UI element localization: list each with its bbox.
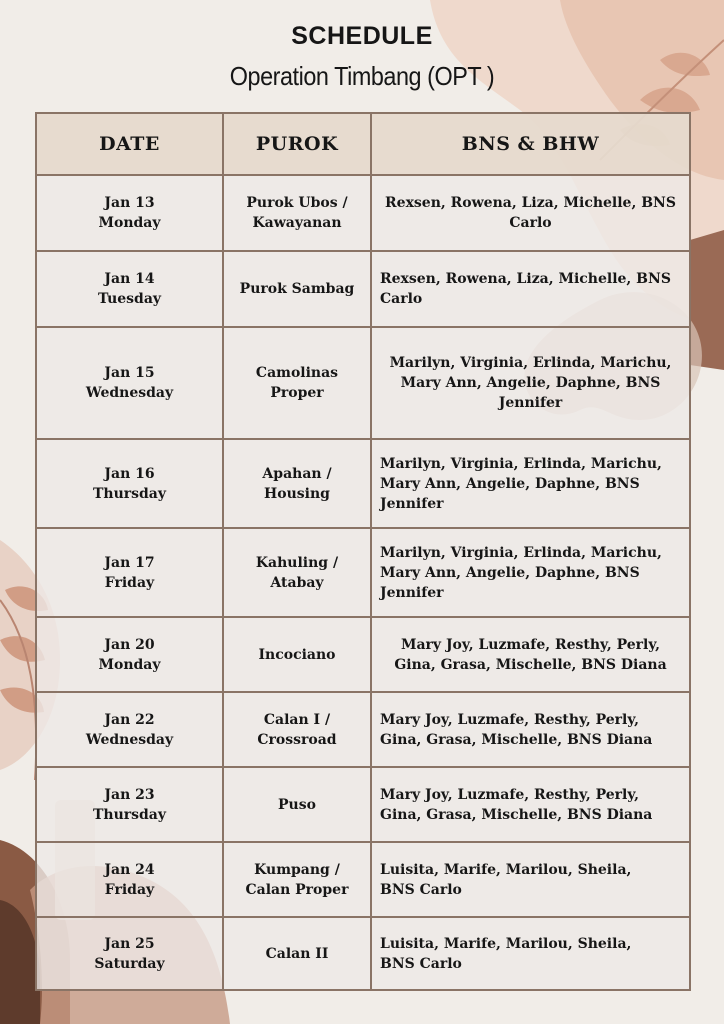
purok-cell [223,842,371,917]
header-bns: BNS & BHW [371,113,690,175]
bns-cell [371,528,690,617]
bns-line: Gina, Grasa, Mischelle, BNS Diana [380,731,653,748]
date-cell [36,439,223,528]
table-row [36,251,690,327]
date-cell [36,767,223,842]
table-row [36,528,690,617]
purok-line: Kahuling / [255,554,339,571]
bns-line: Mary Ann, Angelie, Daphne, BNS [380,564,640,581]
bns-line: Carlo [509,215,552,231]
date-label: Jan 22 [104,711,155,728]
table-row [36,617,690,692]
bns-line: Rexsen, Rowena, Liza, Michelle, BNS [380,271,671,287]
bns-line: Jennifer [380,584,444,601]
bns-line: Mary Joy, Luzmafe, Resthy, Perly, [380,711,640,728]
header-purok: PUROK [223,113,371,175]
bns-line: Mary Joy, Luzmafe, Resthy, Perly, [380,786,640,803]
date-cell [36,528,223,617]
bns-line: Marilyn, Virginia, Erlinda, Marichu, [389,355,672,371]
date-label: Jan 25 [104,935,155,952]
date-cell [36,617,223,692]
day-label: Thursday [92,485,167,502]
day-label: Wednesday [85,731,174,748]
purok-line: Atabay [270,574,324,591]
purok-cell [223,528,371,617]
header-date: DATE [36,113,223,175]
date-cell [36,842,223,917]
purok-cell [223,439,371,528]
bns-line: Mary Joy, Luzmafe, Resthy, Perly, [400,636,661,653]
bns-cell [371,617,690,692]
purok-line: Incociano [258,646,336,663]
bns-line: Marilyn, Virginia, Erlinda, Marichu, [380,455,662,472]
bns-line: Mary Ann, Angelie, Daphne, BNS [400,375,661,391]
day-label: Friday [104,574,155,591]
date-label: Jan 23 [104,786,155,803]
bns-line: BNS Carlo [380,881,462,898]
date-cell [36,917,223,990]
date-cell [36,327,223,439]
table-row [36,175,690,251]
schedule-table [35,112,691,991]
bns-cell [371,917,690,990]
table-header-row [36,113,690,175]
bns-line: Luisita, Marife, Marilou, Sheila, [380,935,632,952]
purok-line: Calan II [265,945,329,962]
purok-cell [223,251,371,327]
purok-line: Purok Sambag [239,281,355,297]
day-label: Monday [98,215,161,231]
bns-line: Carlo [380,291,423,307]
date-label: Jan 13 [104,195,155,211]
purok-cell [223,327,371,439]
bns-line: Luisita, Marife, Marilou, Sheila, [380,861,632,878]
bns-line: Rexsen, Rowena, Liza, Michelle, BNS [385,195,676,211]
date-label: Jan 15 [104,365,155,381]
bns-cell [371,767,690,842]
day-label: Tuesday [97,291,162,307]
bns-cell [371,251,690,327]
purok-line: Purok Ubos / [246,195,348,211]
purok-line: Calan I / [263,711,331,728]
date-cell [36,692,223,767]
date-label: Jan 24 [104,861,155,878]
date-cell [36,251,223,327]
purok-line: Puso [278,796,316,813]
purok-line: Crossroad [257,731,337,748]
bns-cell [371,842,690,917]
purok-cell [223,692,371,767]
day-label: Thursday [92,806,167,823]
table-row [36,439,690,528]
bns-line: Gina, Grasa, Mischelle, BNS Diana [380,806,653,823]
date-cell [36,175,223,251]
page-subtitle: Operation Timbang (OPT ) [229,61,495,91]
purok-line: Camolinas [255,365,339,381]
date-label: Jan 16 [104,465,155,482]
day-label: Saturday [94,955,165,972]
bns-cell [371,439,690,528]
purok-cell [223,767,371,842]
date-label: Jan 20 [104,636,155,653]
bns-line: Jennifer [380,495,444,512]
table-row [36,767,690,842]
purok-line: Proper [270,385,324,401]
date-label: Jan 17 [104,554,155,571]
day-label: Monday [98,656,161,673]
table-row [36,327,690,439]
bns-cell [371,327,690,439]
table-row [36,692,690,767]
purok-line: Kumpang / [254,861,340,878]
purok-cell [223,175,371,251]
purok-cell [223,917,371,990]
bns-cell [371,175,690,251]
bns-cell [371,692,690,767]
purok-line: Apahan / [262,465,332,482]
title-block [0,18,724,94]
purok-line: Kawayanan [252,215,342,231]
bns-line: Mary Ann, Angelie, Daphne, BNS [380,475,640,492]
purok-cell [223,617,371,692]
table-row [36,842,690,917]
table-row [36,917,690,990]
purok-line: Calan Proper [245,881,349,898]
bns-line: Gina, Grasa, Mischelle, BNS Diana [394,656,667,673]
bns-line: BNS Carlo [380,955,462,972]
page-title: SCHEDULE [291,22,433,50]
day-label: Friday [104,881,155,898]
purok-line: Housing [264,485,330,502]
day-label: Wednesday [85,385,174,401]
bns-line: Jennifer [498,395,563,411]
date-label: Jan 14 [104,271,155,287]
bns-line: Marilyn, Virginia, Erlinda, Marichu, [380,544,662,561]
